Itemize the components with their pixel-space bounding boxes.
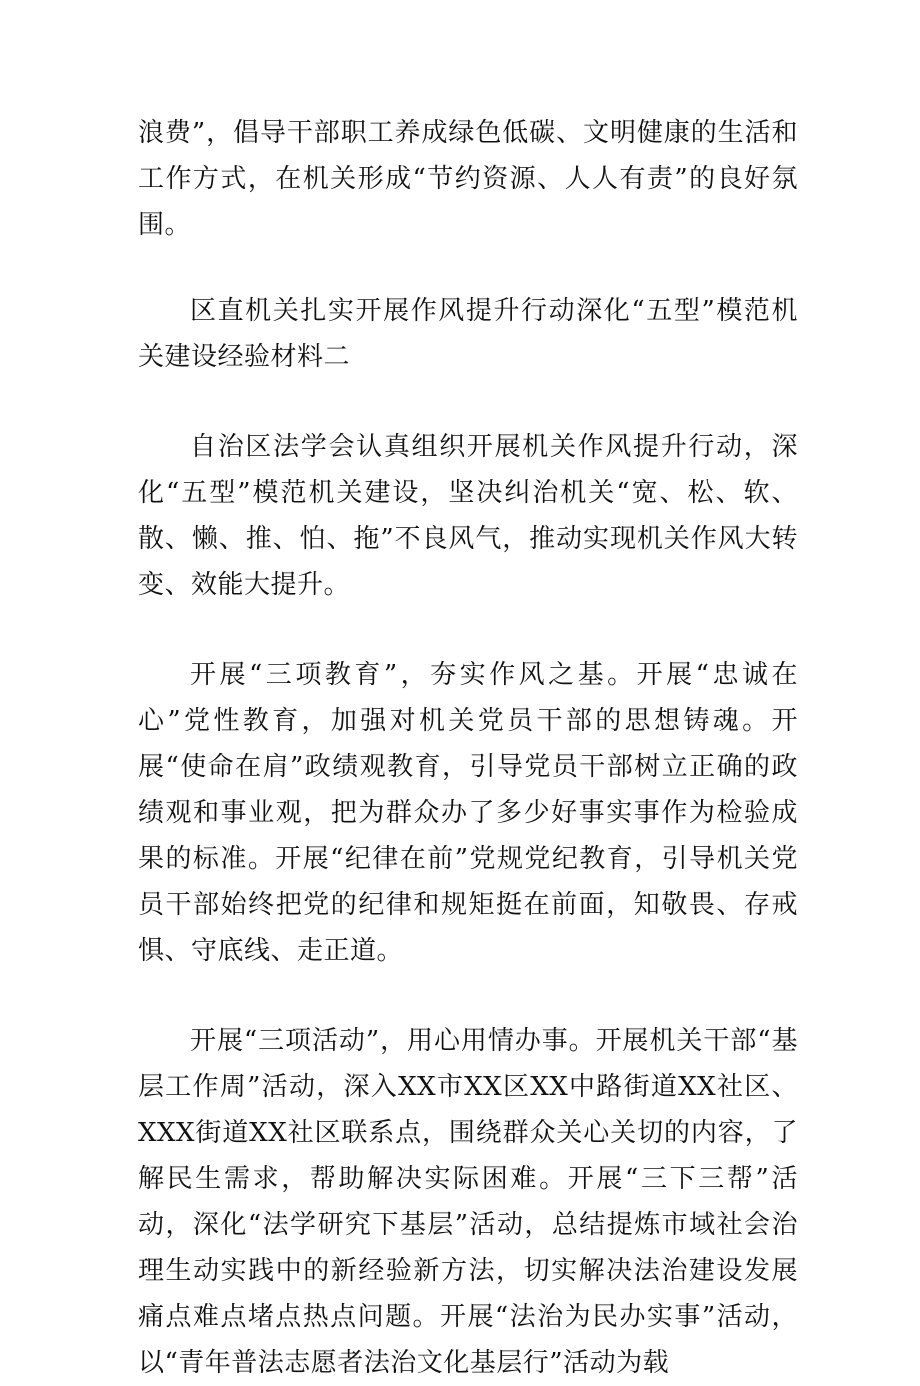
paragraph-intro: 自治区法学会认真组织开展机关作风提升行动，深化“五型”模范机关建设，坚决纠治机关“宽、松、软、散、懒、推、怕、拖”不良风气，推动实现机关作风大转变、效能大提升。 [138,432,798,600]
paragraph-three-education: 开展“三项教育”，夯实作风之基。开展“忠诚在心”党性教育，加强对机关党员干部的思想铸魂。开展“使命在肩”政绩观教育，引导党员干部树立正确的政绩观和事业观，把为群众办了多少好事实事作为检验成果的标准。开展“纪律在前”党规党纪教育，引导机关党员干部始终把党的纪律和规矩挺在前面，知敬畏、存戒惧、守底线、走正道。 [138,660,798,966]
paragraph-three-activities: 开展“三项活动”，用心用情办事。开展机关干部“基层工作周”活动，深入XX市XX区XX中路街道XX社区、XXX街道XX社区联系点，围绕群众关心关切的内容，了解民生需求，帮助解决实际困难。开展“三下三帮”活动，深化“法学研究下基层”活动，总结提炼市域社会治理生动实践中的新经验新方法，切实解决法治建设发展痛点难点堵点热点问题。开展“法治为民办实事”活动，以“青年普法志愿者法治文化基层行”活动为载 [138,1026,798,1378]
section-title: 区直机关扎实开展作风提升行动深化“五型”模范机关建设经验材料二 [138,296,798,372]
document-body [138,110,798,1386]
paragraph-continuation: 浪费”，倡导干部职工养成绿色低碳、文明健康的生活和工作方式，在机关形成“节约资源、人人有责”的良好氛围。 [138,118,798,240]
